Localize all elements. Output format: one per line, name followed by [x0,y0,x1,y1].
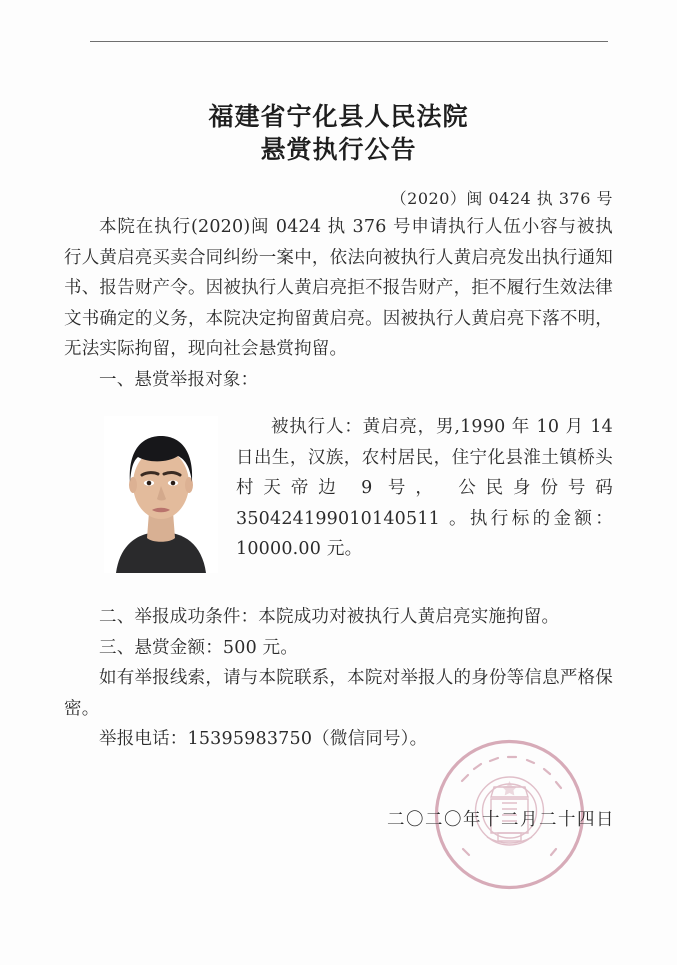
confidentiality-note: 如有举报线索，请与本院联系，本院对举报人的身份等信息严格保密。 [64,668,613,719]
respondent-photo [104,416,218,573]
header-divider-rule [90,41,608,42]
intro-paragraph: 本院在执行(2020)闽 0424 执 376 号申请执行人伍小容与被执行人黄启亮买卖合同纠纷一案中，依法向被执行人黄启亮发出执行通知书、报告财产令。因被执行人黄启亮拒不报告财产，拒不履行生效法律文书确定的义务，本院决定拘留黄启亮。因被执行人黄启亮下落不明，无法实际拘留，现向社会悬赏拘留。 [64,217,613,359]
announcement-title: 悬赏执行公告 [260,135,417,164]
court-name-title: 福建省宁化县人民法院 [208,102,469,131]
report-hotline: 举报电话：15395983750（微信同号）。 [99,729,428,749]
section-one-heading: 一、悬赏举报对象： [99,369,259,390]
issue-date: 二〇二〇年十二月二十四日 [387,810,615,830]
case-number: （2020）闽 0424 执 376 号 [390,189,613,208]
lower-sections [64,602,613,755]
person-detail-block [64,412,613,579]
body-text-column [64,212,613,395]
document-title-block [0,100,677,166]
section-three-reward: 三、悬赏金额：500 元。 [99,637,299,658]
respondent-details: 被执行人：黄启亮，男,1990 年 10 月 14 日出生，汉族，农村居民，住宁化县淮土镇桥头村天帝边 9 号， 公民身份号码 350424199010140511 。执行标的金额： 10000.00 元。 [236,417,613,559]
section-two-condition: 二、举报成功条件：本院成功对被执行人黄启亮实施拘留。 [99,607,560,627]
